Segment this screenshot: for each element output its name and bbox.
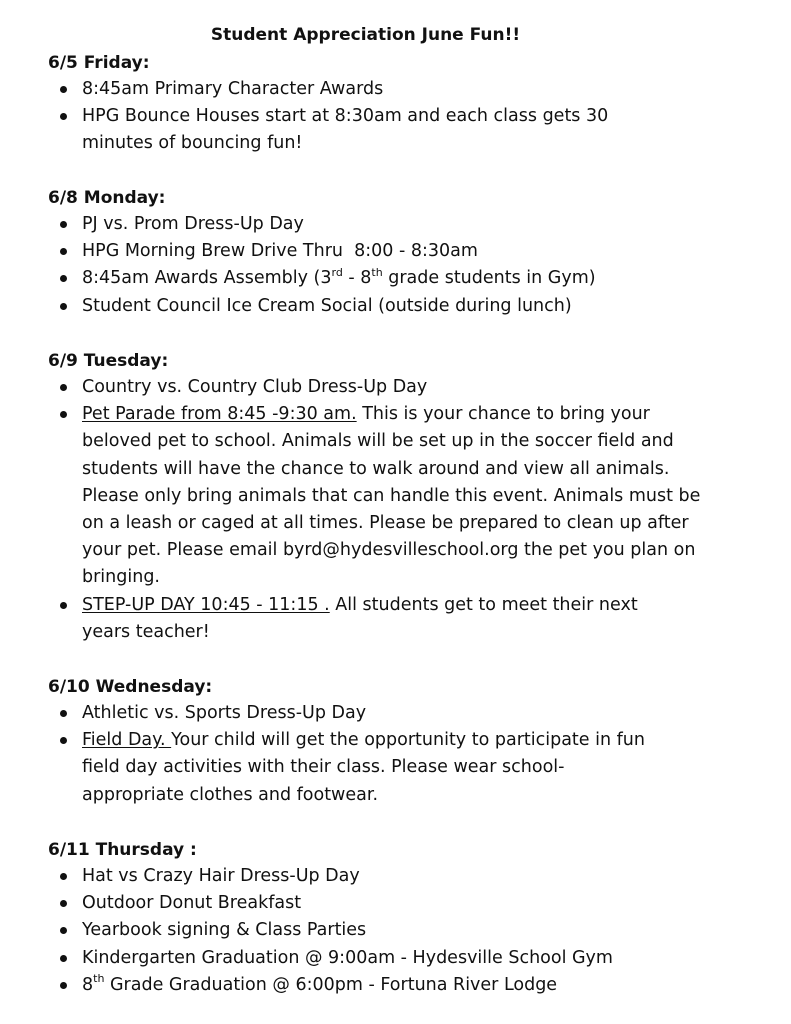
list-item: Athletic vs. Sports Dress-Up Day xyxy=(0,700,702,727)
event-title-underlined: STEP-UP DAY 10:45 - 11:15 . xyxy=(82,594,330,615)
wednesday-list xyxy=(0,700,791,809)
list-item: Kindergarten Graduation @ 9:00am - Hydesville School Gym xyxy=(0,945,702,972)
list-item xyxy=(0,401,702,591)
monday-list xyxy=(0,211,791,320)
item-text: Your child will get the opportunity to participate in fun field day activities with their class. Please wear school-appropriate clothes and footwear. xyxy=(82,730,645,805)
flyer-title: Student Appreciation June Fun!! xyxy=(210,25,521,45)
item-text: All students get to meet their next years teacher! xyxy=(82,594,638,642)
list-item: HPG Bounce Houses start at 8:30am and each class gets 30 minutes of bouncing fun! xyxy=(0,103,642,157)
item-text: - 8 xyxy=(342,268,372,289)
superscript: th xyxy=(93,971,105,985)
list-item: PJ vs. Prom Dress-Up Day xyxy=(0,211,702,238)
event-title-underlined: Field Day. xyxy=(82,730,172,751)
list-item xyxy=(0,727,662,809)
list-item xyxy=(0,265,702,292)
tuesday-list xyxy=(0,374,791,646)
thursday-list xyxy=(0,863,791,999)
superscript: rd xyxy=(331,265,343,279)
day-heading-wednesday: 6/10 Wednesday: xyxy=(48,677,213,697)
day-heading-thursday: 6/11 Thursday : xyxy=(48,840,197,860)
list-item xyxy=(0,592,672,646)
friday-list xyxy=(0,76,791,158)
superscript: th xyxy=(371,265,383,279)
list-item: Country vs. Country Club Dress-Up Day xyxy=(0,374,702,401)
list-item xyxy=(0,972,702,999)
list-item: Student Council Ice Cream Social (outside during lunch) xyxy=(0,293,702,320)
day-heading-tuesday: 6/9 Tuesday: xyxy=(48,351,169,371)
item-text: Grade Graduation @ 6:00pm - Fortuna River Lodge xyxy=(104,974,558,995)
list-item: Outdoor Donut Breakfast xyxy=(0,890,702,917)
item-text: This is your chance to bring your beloved pet to school. Animals will be set up in the soccer field and students will have the chance to walk around and view all animals. Please only bring animals that can handle this event. Animals must be on a leash or caged at all times. Please be prepared to clean up after your pet. Please email byrd@hydesvilleschool.org the pet you plan on bringing. xyxy=(82,404,701,588)
item-text: 8 xyxy=(82,974,94,995)
day-heading-friday: 6/5 Friday: xyxy=(48,53,150,73)
item-text: 8:45am Awards Assembly (3 xyxy=(82,268,332,289)
item-text: grade students in Gym) xyxy=(382,268,596,289)
list-item: HPG Morning Brew Drive Thru 8:00 - 8:30am xyxy=(0,238,702,265)
list-item: Yearbook signing & Class Parties xyxy=(0,917,702,944)
event-title-underlined: Pet Parade from 8:45 -9:30 am. xyxy=(82,404,357,425)
list-item: Hat vs Crazy Hair Dress-Up Day xyxy=(0,863,702,890)
day-heading-monday: 6/8 Monday: xyxy=(48,188,166,208)
list-item: 8:45am Primary Character Awards xyxy=(0,76,702,103)
